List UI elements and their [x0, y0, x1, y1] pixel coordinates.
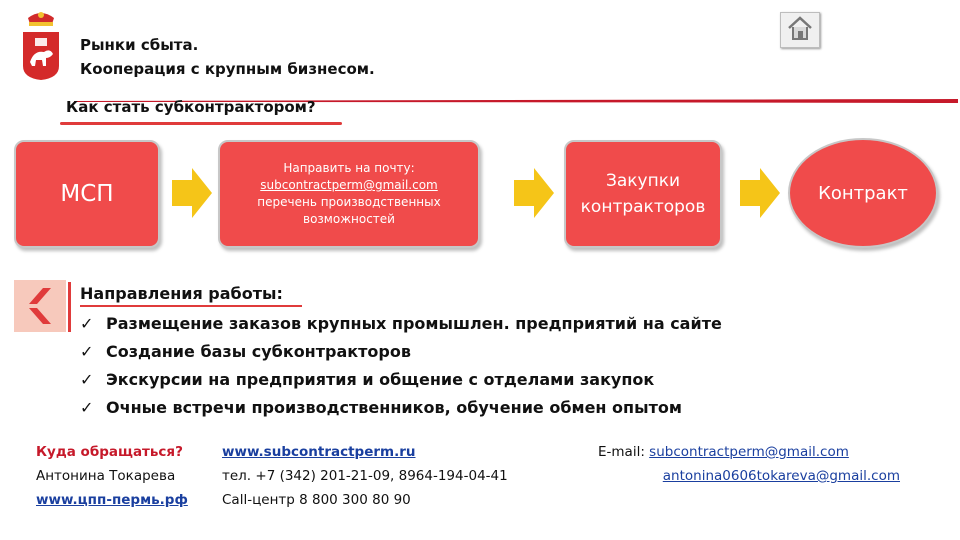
- home-icon: [786, 15, 814, 45]
- email-link-1[interactable]: subcontractperm@gmail.com: [649, 444, 849, 460]
- flow-step-send-line1: Направить на почту:: [283, 161, 415, 175]
- list-item: [80, 342, 411, 361]
- contact-callcenter: Call-центр 8 800 300 80 90: [222, 492, 411, 508]
- coat-of-arms-icon: [20, 8, 62, 80]
- chamber-site-link[interactable]: www.цпп-пермь.рф: [36, 492, 188, 508]
- flow-step-msp-label: МСП: [60, 181, 114, 207]
- checkmark-icon: ✓: [80, 370, 94, 389]
- flow-step-send-email: [218, 140, 480, 248]
- section-marker-line: [68, 282, 71, 332]
- contacts-label: Куда обращаться?: [36, 444, 183, 460]
- flow-step-send-line2: перечень производственных: [257, 195, 441, 209]
- page-title-line1: Рынки сбыта.: [80, 36, 199, 54]
- list-item: [80, 398, 682, 417]
- list-item-text: Экскурсии на предприятия и общение с отделами закупок: [106, 370, 655, 389]
- list-item-text: Создание базы субконтракторов: [106, 342, 411, 361]
- flow-step-purchases-line1: Закупки: [605, 171, 681, 191]
- directions-heading: Направления работы:: [80, 284, 283, 303]
- flow-step-msp: [14, 140, 160, 248]
- header-divider: [74, 88, 958, 92]
- list-item-text: Размещение заказов крупных промышлен. предприятий на сайте: [106, 314, 722, 333]
- flow-step-email-link[interactable]: subcontractperm@gmail.com: [260, 178, 438, 192]
- section-subtitle: Как стать субконтрактором?: [66, 98, 316, 116]
- checkmark-icon: ✓: [80, 342, 94, 361]
- section-marker-icon: [14, 280, 66, 332]
- directions-heading-underline: [80, 305, 302, 307]
- flow-step-purchases: [564, 140, 722, 248]
- email-row: [598, 444, 849, 460]
- contact-person: Антонина Токарева: [36, 468, 176, 484]
- email-link-2[interactable]: antonina0606tokareva@gmail.com: [662, 468, 900, 484]
- home-button[interactable]: [780, 12, 820, 48]
- flow-step-contract-label: Контракт: [818, 182, 908, 204]
- site-link[interactable]: www.subcontractperm.ru: [222, 444, 416, 460]
- list-item-text: Очные встречи производственников, обучение обмен опытом: [106, 398, 682, 417]
- flow-step-purchases-line2: контракторов: [580, 197, 706, 217]
- flow-arrow-icon: [172, 166, 212, 220]
- flow-arrow-icon: [514, 166, 554, 220]
- page-title-line2: Кооперация с крупным бизнесом.: [80, 60, 375, 78]
- list-item: [80, 314, 722, 333]
- checkmark-icon: ✓: [80, 398, 94, 417]
- flow-arrow-icon: [740, 166, 780, 220]
- contact-phone: тел. +7 (342) 201-21-09, 8964-194-04-41: [222, 468, 508, 484]
- checkmark-icon: ✓: [80, 314, 94, 333]
- email-label: E-mail:: [598, 444, 645, 460]
- flow-step-send-line3: возможностей: [303, 212, 395, 226]
- subtitle-underline: [60, 122, 342, 125]
- flow-step-contract: [788, 138, 938, 248]
- list-item: [80, 370, 654, 389]
